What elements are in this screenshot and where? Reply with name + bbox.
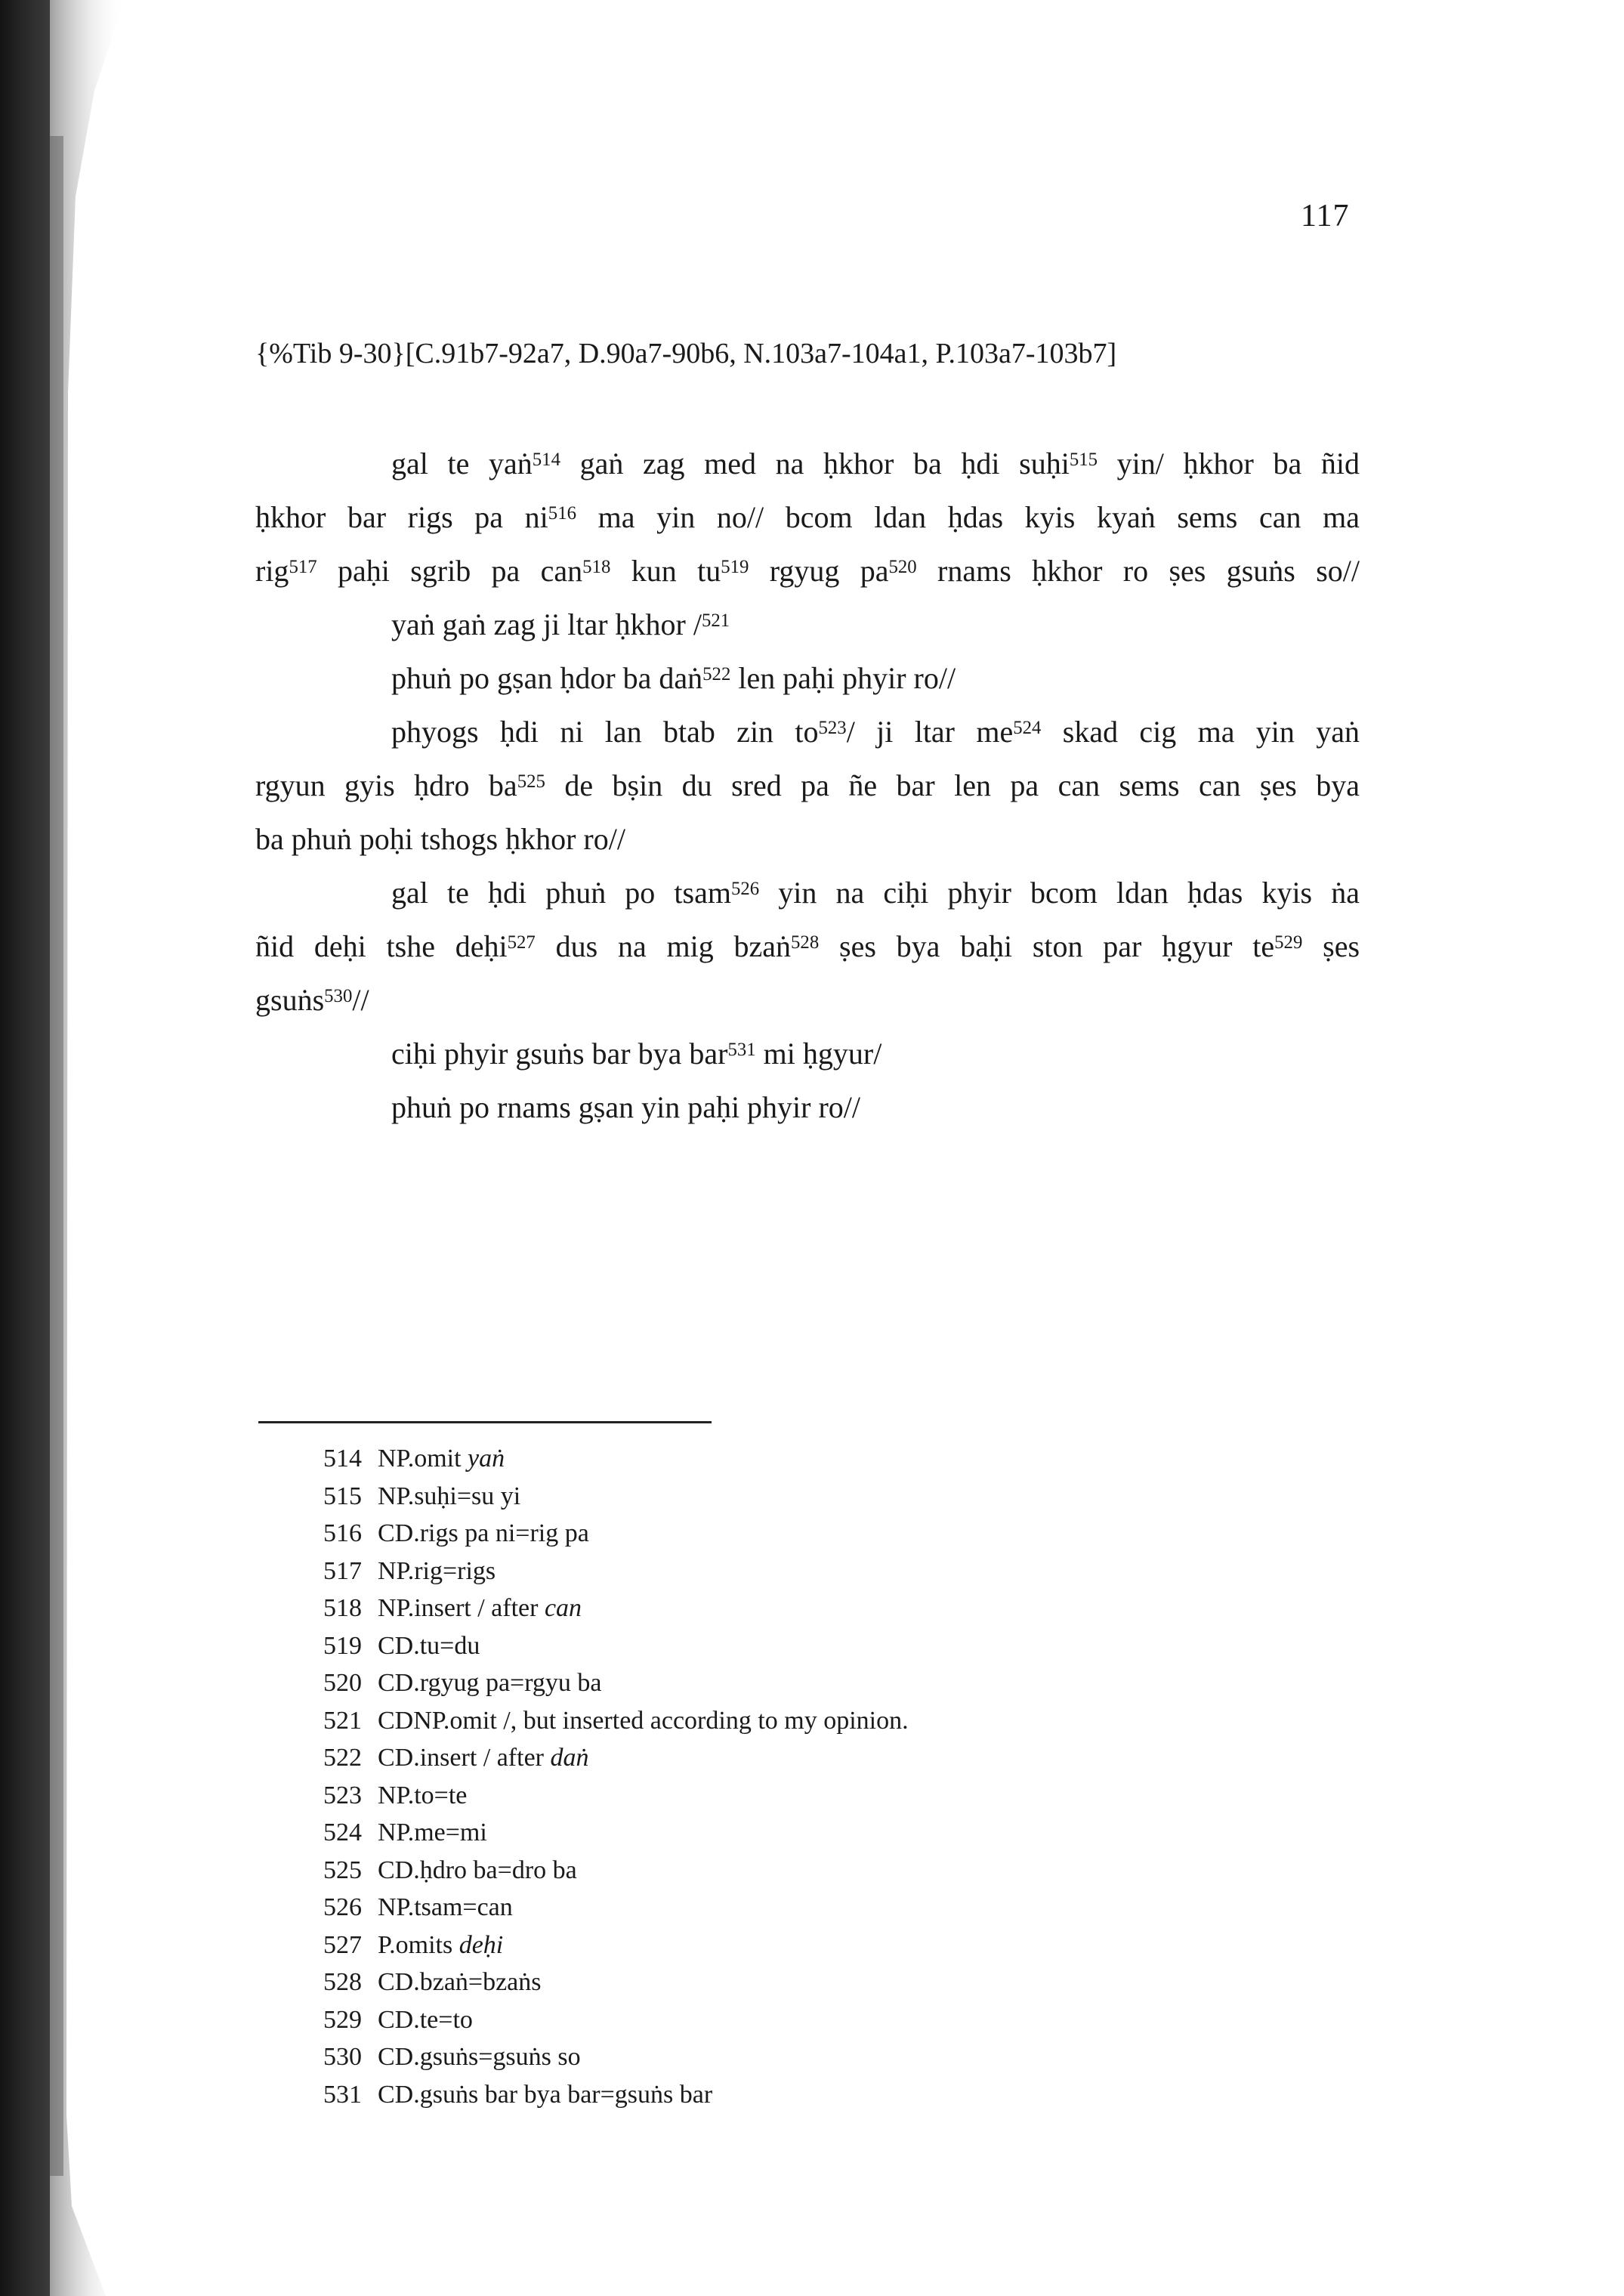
- footnote-text: [378, 2081, 712, 2109]
- footnote-number: 522: [323, 1744, 362, 1772]
- text-run: NP.me=mi: [378, 1819, 487, 1846]
- text-run: CD.rgyug pa=rgyu ba: [378, 1669, 602, 1697]
- italic-term: deḥi: [458, 1930, 504, 1959]
- text-run: kun tu: [610, 554, 721, 588]
- text-run: NP.tsam=can: [378, 1893, 513, 1921]
- text-run: ba phuṅ poḥi tshogs ḥkhor ro//: [255, 822, 625, 856]
- footnote-number: 528: [323, 1968, 362, 1996]
- footnote-item: [323, 1777, 909, 1815]
- text-run: skad cig ma yin yaṅ: [1041, 715, 1360, 749]
- text-run: dus na mig bzaṅ: [535, 929, 792, 963]
- footnote-text: [378, 1594, 582, 1622]
- italic-term: yaṅ: [468, 1445, 505, 1472]
- footnote-number: 519: [323, 1631, 362, 1660]
- text-line: [255, 490, 1360, 544]
- text-run: ciḥi phyir gsuṅs bar bya bar: [391, 1037, 728, 1071]
- footnote-item: [323, 1627, 909, 1665]
- text-line: [255, 437, 1360, 490]
- reference-header: {%Tib 9-30}[C.91b7-92a7, D.90a7-90b6, N.103a7-104a1, P.103a7-103b7]: [255, 338, 1117, 369]
- footnote-item: [323, 1852, 909, 1890]
- text-run: len paḥi phyir ro//: [730, 661, 956, 695]
- footnote-text: [378, 1445, 505, 1472]
- text-run: ṣes bya baḥi ston par ḥgyur te: [819, 929, 1275, 963]
- footnote-ref: 524: [1013, 717, 1042, 738]
- footnote-number: 515: [323, 1482, 362, 1510]
- text-run: / ji ltar me: [846, 715, 1014, 749]
- footnote-text: [378, 1669, 602, 1697]
- text-run: NP.suḥi=su yi: [378, 1482, 521, 1510]
- text-run: gsuṅs: [255, 983, 325, 1017]
- text-run: de bṣin du sred pa ñe bar len pa can sems can ṣes bya: [545, 768, 1360, 802]
- text-run: CD.gsuṅs=gsuṅs so: [378, 2043, 581, 2071]
- footnote-item: [323, 2038, 909, 2076]
- text-run: yin na ciḥi phyir bcom ldan ḥdas kyis ṅa: [759, 876, 1360, 910]
- footnote-text: [378, 1931, 503, 1959]
- footnote-ref: 529: [1274, 932, 1303, 953]
- text-run: yin/ ḥkhor ba ñid: [1098, 447, 1360, 481]
- text-line: [255, 759, 1360, 812]
- text-run: CD.ḥdro ba=dro ba: [378, 1856, 577, 1884]
- footnote-number: 521: [323, 1706, 362, 1735]
- footnote-number: 514: [323, 1445, 362, 1472]
- text-run: rig: [255, 554, 289, 588]
- text-run: P.omits: [378, 1930, 459, 1959]
- footnote-ref: 531: [727, 1039, 756, 1060]
- footnote-text: [378, 1819, 487, 1846]
- text-line: [255, 973, 1360, 1027]
- footnote-item: [323, 1702, 909, 1740]
- footnote-number: 523: [323, 1781, 362, 1809]
- text-run: mi ḥgyur/: [755, 1037, 882, 1071]
- footnote-text: [378, 1482, 520, 1510]
- footnote-number: 518: [323, 1594, 362, 1622]
- footnote-ref: 515: [1069, 449, 1098, 470]
- text-line: [255, 812, 1360, 866]
- text-run: gal te yaṅ: [391, 447, 533, 481]
- text-run: ṣes: [1302, 929, 1360, 963]
- footnote-number: 525: [323, 1856, 362, 1884]
- italic-term: daṅ: [550, 1744, 589, 1772]
- text-run: CDNP.omit /, but inserted according to my opinion.: [378, 1706, 909, 1735]
- footnote-ref: 514: [532, 449, 560, 470]
- footnote-ref: 517: [289, 556, 317, 577]
- footnote-text: [378, 1744, 589, 1772]
- text-run: phuṅ po gṣan ḥdor ba daṅ: [391, 661, 703, 695]
- text-line: [255, 598, 1360, 651]
- text-run: CD.te=to: [378, 2005, 473, 2034]
- footnote-text: [378, 1557, 496, 1585]
- footnote-ref: 527: [507, 932, 536, 953]
- text-run: rgyun gyis ḥdro ba: [255, 768, 517, 802]
- footnote-item: [323, 2001, 909, 2039]
- footnote-text: [378, 1856, 577, 1884]
- text-run: CD.tu=du: [378, 1631, 480, 1660]
- footnote-item: [323, 1889, 909, 1927]
- text-run: paḥi sgrib pa can: [316, 554, 583, 588]
- footnote-item: [323, 1814, 909, 1852]
- text-run: ñid deḥi tshe deḥi: [255, 929, 508, 963]
- footnote-ref: 518: [582, 556, 611, 577]
- footnote-item: [323, 1590, 909, 1627]
- binding-shadow: [0, 0, 144, 2296]
- main-text: [255, 437, 1360, 1134]
- footnote-number: 526: [323, 1893, 362, 1921]
- text-run: gal te ḥdi phuṅ po tsam: [391, 876, 731, 910]
- text-line: [255, 1027, 1360, 1080]
- text-line: [255, 866, 1360, 919]
- footnote-number: 520: [323, 1669, 362, 1697]
- text-run: NP.rig=rigs: [378, 1556, 496, 1585]
- footnote-ref: 516: [548, 502, 576, 524]
- text-line: [255, 1080, 1360, 1134]
- footnote-text: [378, 1707, 909, 1735]
- text-run: phuṅ po rnams gṣan yin paḥi phyir ro//: [391, 1090, 861, 1124]
- footnote-item: [323, 1739, 909, 1777]
- page-number: 117: [1301, 199, 1350, 233]
- text-run: rnams ḥkhor ro ṣes gsuṅs so//: [916, 554, 1360, 588]
- text-run: //: [352, 983, 369, 1017]
- text-line: [255, 544, 1360, 598]
- text-run: NP.omit: [378, 1445, 468, 1472]
- text-run: CD.bzaṅ=bzaṅs: [378, 1968, 542, 1996]
- footnotes: [323, 1440, 909, 2113]
- text-run: ma yin no// bcom ldan ḥdas kyis kyaṅ sems can ma: [576, 500, 1360, 534]
- footnote-item: [323, 1927, 909, 1964]
- text-run: CD.rigs pa ni=rig pa: [378, 1519, 589, 1547]
- footnote-ref: 528: [791, 932, 820, 953]
- footnote-number: 517: [323, 1556, 362, 1585]
- footnote-number: 530: [323, 2043, 362, 2071]
- text-run: NP.to=te: [378, 1781, 468, 1809]
- footnote-text: [378, 2043, 581, 2071]
- footnote-item: [323, 1515, 909, 1553]
- text-run: CD.gsuṅs bar bya bar=gsuṅs bar: [378, 2080, 713, 2109]
- footnote-number: 516: [323, 1519, 362, 1547]
- footnote-ref: 519: [721, 556, 749, 577]
- footnote-number: 531: [323, 2080, 362, 2109]
- text-run: phyogs ḥdi ni lan btab zin to: [391, 715, 819, 749]
- text-run: CD.insert / after: [378, 1744, 551, 1772]
- footnote-ref: 523: [818, 717, 847, 738]
- text-line: [255, 651, 1360, 705]
- text-run: yaṅ gaṅ zag ji ltar ḥkhor /: [391, 607, 702, 641]
- footnote-number: 527: [323, 1930, 362, 1959]
- footnote-text: [378, 1968, 542, 1996]
- footnote-ref: 526: [730, 878, 760, 899]
- footnote-item: [323, 1440, 909, 1478]
- text-run: ḥkhor bar rigs pa ni: [255, 500, 548, 534]
- footnote-divider: [258, 1421, 712, 1423]
- footnote-ref: 520: [888, 556, 917, 577]
- text-run: gaṅ zag med na ḥkhor ba ḥdi suḥi: [560, 447, 1070, 481]
- text-line: [255, 705, 1360, 759]
- footnote-item: [323, 1553, 909, 1590]
- text-line: [255, 919, 1360, 973]
- footnote-item: [323, 1664, 909, 1702]
- text-run: rgyug pa: [749, 554, 889, 588]
- footnote-number: 524: [323, 1819, 362, 1846]
- footnote-ref: 521: [701, 610, 730, 631]
- footnote-ref: 522: [702, 663, 731, 684]
- footnote-text: [378, 2006, 473, 2034]
- footnote-item: [323, 1478, 909, 1516]
- footnote-number: 529: [323, 2005, 362, 2034]
- italic-term: can: [544, 1594, 582, 1622]
- footnote-text: [378, 1893, 513, 1921]
- text-run: NP.insert / after: [378, 1594, 545, 1622]
- footnote-item: [323, 1964, 909, 2001]
- footnote-ref: 525: [517, 771, 545, 792]
- footnote-text: [378, 1519, 589, 1547]
- footnote-ref: 530: [324, 985, 353, 1006]
- footnote-item: [323, 2076, 909, 2114]
- footnote-text: [378, 1632, 480, 1660]
- footnote-text: [378, 1781, 467, 1809]
